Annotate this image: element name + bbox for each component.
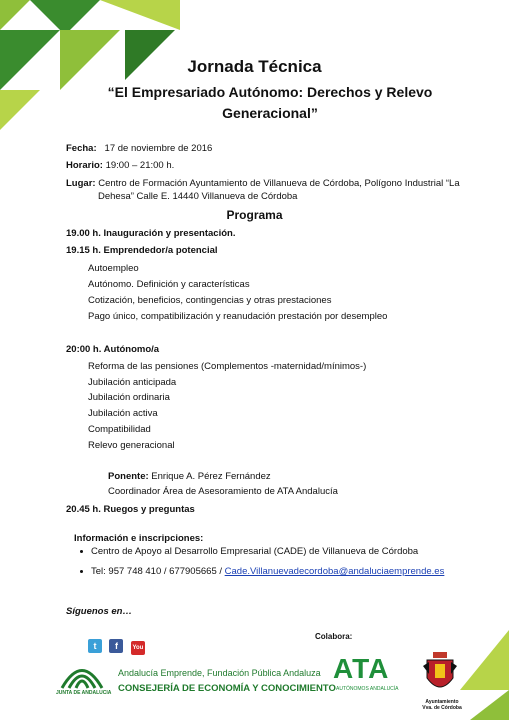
session-1900: 19.00 h. Inauguración y presentación.	[66, 228, 236, 239]
fecha-value: 17 de noviembre de 2016	[104, 143, 213, 154]
list-item: Reforma de las pensiones (Complementos -maternidad/mínimos-)	[88, 361, 367, 372]
footer-decoration	[440, 630, 509, 720]
list-item: Autónomo. Definición y características	[88, 279, 250, 290]
contact-cade-text: Centro de Apoyo al Desarrollo Empresarial (CADE) de Villanueva de Córdoba	[91, 546, 419, 557]
follow-us-label: Síguenos en…	[66, 606, 132, 617]
session-2045: 20.45 h. Ruegos y preguntas	[66, 504, 195, 515]
junta-andalucia-logo-icon	[57, 658, 107, 690]
colabora-label: Colabora:	[315, 632, 353, 641]
horario-value: 19:00 – 21:00 h.	[105, 160, 175, 171]
contact-heading: Información e inscripciones:	[74, 533, 204, 544]
list-item: Jubilación anticipada	[88, 377, 177, 388]
ata-subtitle: AUTÓNOMOS ANDALUCÍA	[336, 686, 399, 692]
list-item: Jubilación activa	[88, 408, 158, 419]
ponente-row	[108, 470, 271, 483]
bullet-icon	[80, 550, 83, 553]
subtitle-line-2: Generacional”	[222, 105, 318, 121]
fecha-label: Fecha:	[66, 143, 97, 154]
ayuntamiento-line-1: Ayuntamiento	[425, 699, 459, 705]
horario-label: Horario:	[66, 160, 103, 171]
session-2000: 20:00 h. Autónomo/a	[66, 344, 160, 355]
andalucia-emprende-text: Andalucía Emprende, Fundación Pública Andaluza	[118, 668, 321, 678]
lugar-value-line1: Centro de Formación Ayuntamiento de Villanueva de Córdoba, Polígono Industrial “La	[98, 178, 460, 189]
list-item: Relevo generacional	[88, 440, 175, 451]
email-link[interactable]: Cade.Villanuevadecordoba@andaluciaemprende.es	[224, 566, 445, 577]
lugar-label: Lugar:	[66, 178, 96, 189]
ponente-label: Ponente:	[108, 471, 149, 482]
lugar-row	[66, 177, 460, 190]
programa-heading: Programa	[226, 208, 283, 222]
twitter-icon[interactable]: t	[88, 639, 102, 653]
facebook-icon[interactable]: f	[109, 639, 123, 653]
youtube-icon[interactable]: You	[131, 641, 145, 655]
subtitle-line-1: “El Empresariado Autónomo: Derechos y Relevo	[107, 84, 433, 100]
lugar-value-line2: Dehesa” Calle E. 14440 Villanueva de Córdoba	[98, 191, 298, 202]
social-icons	[88, 636, 148, 655]
fecha-row	[66, 142, 212, 155]
ata-logo: ATA	[333, 653, 390, 684]
ponente-role: Coordinador Área de Asesoramiento de ATA Andalucía	[108, 486, 338, 497]
junta-label: JUNTA DE ANDALUCIA	[56, 690, 112, 696]
document-title: Jornada Técnica	[187, 57, 322, 76]
ayuntamiento-line-2: Vva. de Córdoba	[422, 705, 462, 711]
session-1915: 19.15 h. Emprendedor/a potencial	[66, 245, 218, 256]
consejeria-text: CONSEJERÍA DE ECONOMÍA Y CONOCIMIENTO	[118, 683, 336, 694]
list-item: Compatibilidad	[88, 424, 151, 435]
contact-item-tel	[80, 565, 444, 578]
horario-row	[66, 159, 174, 172]
document-subtitle	[90, 82, 450, 124]
list-item: Jubilación ordinaria	[88, 392, 170, 403]
ponente-name: Enrique A. Pérez Fernández	[151, 471, 271, 482]
list-item: Autoempleo	[88, 263, 139, 274]
contact-tel-text: Tel: 957 748 410 / 677905665 /	[91, 566, 223, 577]
list-item: Cotización, beneficios, contingencias y otras prestaciones	[88, 295, 332, 306]
list-item: Pago único, compatibilización y reanudación prestación por desempleo	[88, 311, 388, 322]
contact-item-cade	[80, 545, 418, 558]
bullet-icon	[80, 570, 83, 573]
